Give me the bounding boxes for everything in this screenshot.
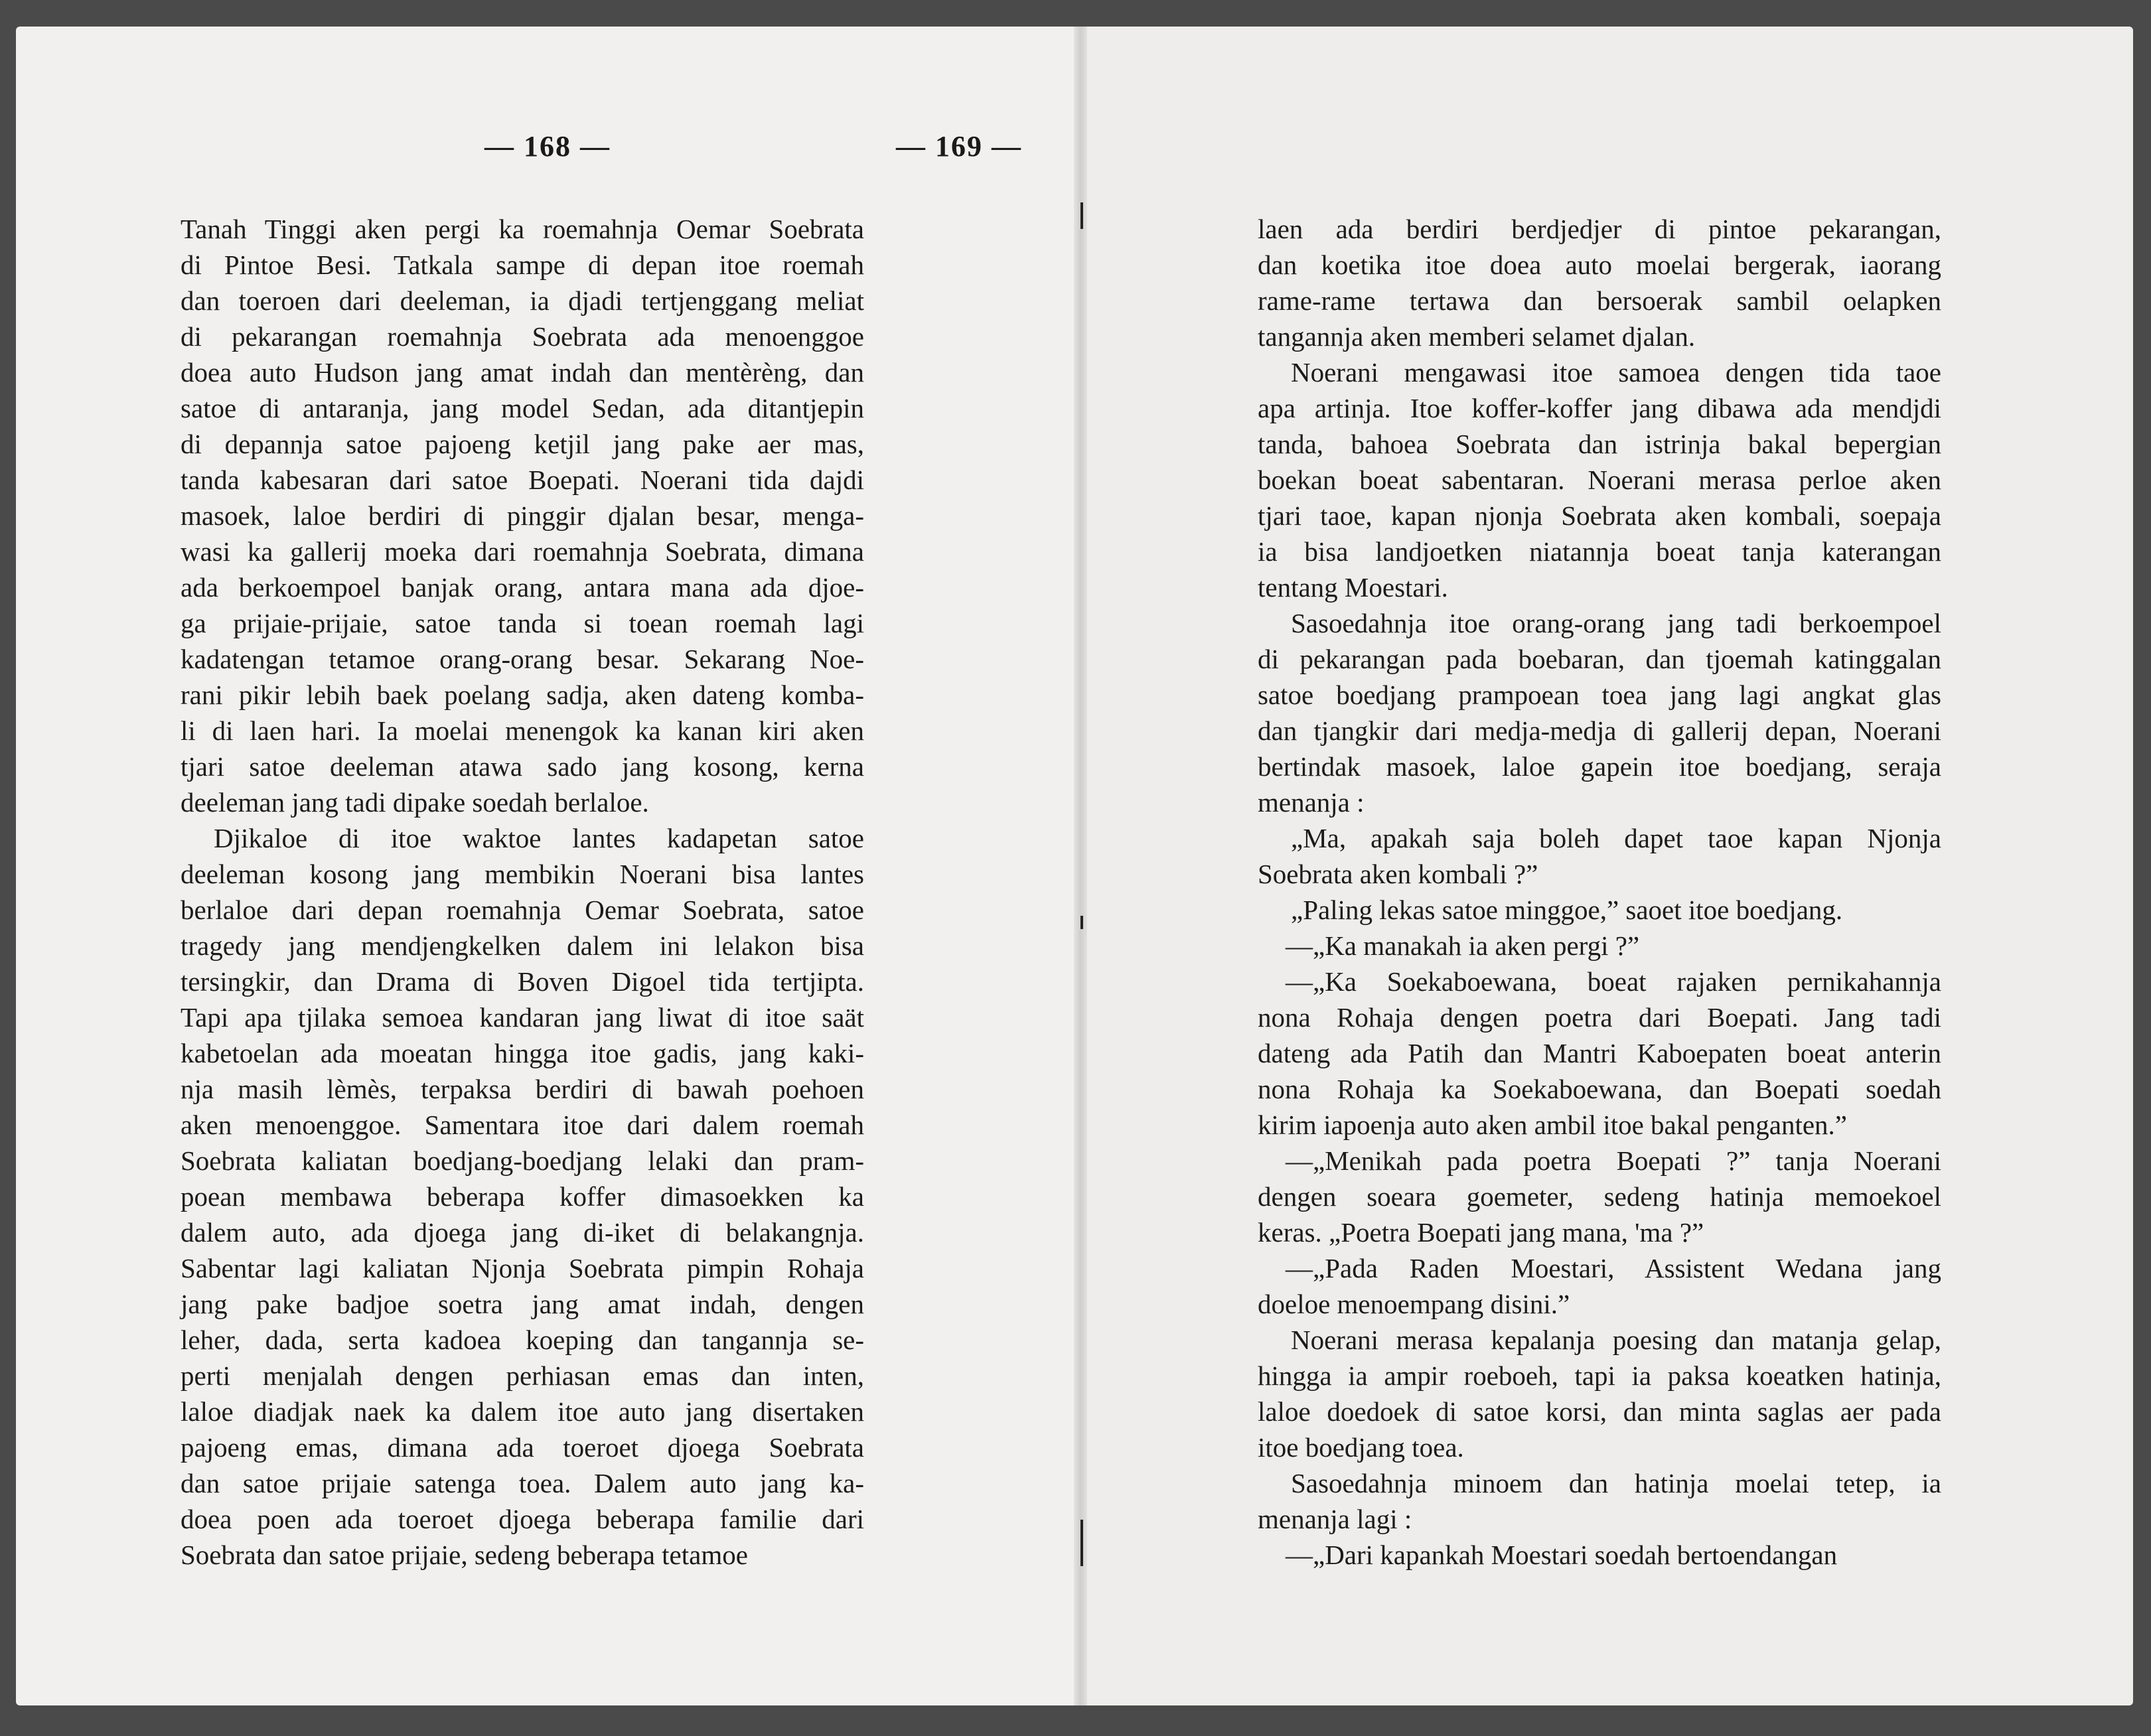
text-line: aken menoenggoe. Samentara itoe dari dalem roemah (181, 1110, 864, 1140)
text-line: apa artinja. Itoe koffer-koffer jang dibawa ada mendjdi (1258, 393, 1941, 423)
text-line: dan koetika itoe doea auto moelai bergerak, iaorang (1258, 250, 1941, 280)
text-line: poean membawa beberapa koffer dimasoekken ka (181, 1181, 864, 1212)
text-line: perti menjalah dengen perhiasan emas dan inten, (181, 1360, 864, 1391)
text-line: ga prijaie-prijaie, satoe tanda si toean roemah lagi (181, 608, 864, 638)
text-line: laloe diadjak naek ka dalem itoe auto jang disertaken (181, 1396, 864, 1427)
text-line: dan tjangkir dari medja-medja di gallerij depan, Noerani (1258, 715, 1941, 746)
text-line: satoe boedjang prampoean toea jang lagi angkat glas (1258, 680, 1941, 710)
text-line: rame-rame tertawa dan bersoerak sambil oelapken (1258, 285, 1941, 316)
text-line: menanja lagi : (1258, 1504, 1412, 1534)
right-page-text (1258, 211, 1941, 1573)
text-line: dan satoe prijaie satenga toea. Dalem auto jang ka- (181, 1468, 864, 1498)
text-line: ada berkoempoel banjak orang, antara mana ada djoe- (181, 572, 864, 603)
text-line: tjari satoe deeleman atawa sado jang kosong, kerna (181, 751, 864, 782)
text-line: —„Menikah pada poetra Boepati ?” tanja Noerani (1286, 1145, 1941, 1176)
text-line: wasi ka gallerij moeka dari roemahnja Soebrata, dimana (181, 536, 864, 567)
page-number-right: — 169 — (896, 130, 1022, 163)
text-line: satoe di antaranja, jang model Sedan, ada ditantjepin (181, 393, 864, 423)
text-line: dengen soeara goemeter, sedeng hatinja memoekoel (1258, 1181, 1941, 1212)
text-line: tanda kabesaran dari satoe Boepati. Noerani tida dajdi (181, 465, 864, 495)
text-line: Tanah Tinggi aken pergi ka roemahnja Oemar Soebrata (181, 214, 864, 244)
text-line: kabetoelan ada moeatan hingga itoe gadis, jang kaki- (181, 1038, 864, 1068)
gutter-mark (1080, 202, 1083, 229)
text-line: doeloe menoempang disini.” (1258, 1289, 1570, 1319)
book-gutter (1074, 27, 1087, 1705)
text-line: Soebrata dan satoe prijaie, sedeng beberapa tetamoe (181, 1540, 748, 1570)
text-line: Sabentar lagi kaliatan Njonja Soebrata pimpin Rohaja (181, 1253, 864, 1283)
page-number-left: — 168 — (484, 130, 611, 163)
text-line: —„Pada Raden Moestari, Assistent Wedana jang (1286, 1253, 1941, 1283)
text-line: di depannja satoe pajoeng ketjil jang pake aer mas, (181, 429, 864, 459)
text-line: boekan boeat sabentaran. Noerani merasa perloe aken (1258, 465, 1941, 495)
gutter-mark (1080, 1520, 1083, 1566)
text-line: dateng ada Patih dan Mantri Kaboepaten boeat anterin (1258, 1038, 1941, 1068)
text-line: li di laen hari. Ia moelai menengok ka kanan kiri aken (181, 715, 864, 746)
text-line: tanda, bahoea Soebrata dan istrinja bakal bepergian (1258, 429, 1941, 459)
text-line: tangannja aken memberi selamet djalan. (1258, 321, 1696, 352)
text-line: Sasoedahnja minoem dan hatinja moelai tetep, ia (1291, 1468, 1941, 1498)
text-line: hingga ia ampir roeboeh, tapi ia paksa koeatken hatinja, (1258, 1360, 1941, 1391)
text-line: tersingkir, dan Drama di Boven Digoel tida tertjipta. (181, 966, 864, 997)
text-line: „Ma, apakah saja boleh dapet taoe kapan Njonja (1291, 823, 1941, 853)
text-line: kirim iapoenja auto aken ambil itoe bakal penganten.” (1258, 1110, 1848, 1140)
text-line: ia bisa landjoetken niatannja boeat tanja katerangan (1258, 536, 1941, 567)
text-line: berlaloe dari depan roemahnja Oemar Soebrata, satoe (181, 895, 864, 925)
text-line: —„Ka Soekaboewana, boeat rajaken pernikahannja (1286, 966, 1941, 997)
text-line: Noerani mengawasi itoe samoea dengen tida taoe (1291, 357, 1941, 388)
text-line: jang pake badjoe soetra jang amat indah, dengen (181, 1289, 864, 1319)
text-line: leher, dada, serta kadoea koeping dan tangannja se- (181, 1325, 864, 1355)
gutter-mark (1080, 916, 1083, 929)
text-line: „Paling lekas satoe minggoe,” saoet itoe boedjang. (1291, 895, 1843, 925)
text-line: nja masih lèmès, terpaksa berdiri di bawah poehoen (181, 1074, 864, 1104)
text-line: Djikaloe di itoe waktoe lantes kadapetan satoe (214, 823, 864, 853)
text-line: Soebrata aken kombali ?” (1258, 859, 1538, 889)
text-line: di pekarangan pada boebaran, dan tjoemah katinggalan (1258, 644, 1941, 674)
text-line: doea auto Hudson jang amat indah dan mentèrèng, dan (181, 357, 864, 388)
text-line: deeleman kosong jang membikin Noerani bisa lantes (181, 859, 864, 889)
text-line: menanja : (1258, 787, 1365, 818)
text-line: dalem auto, ada djoega jang di-iket di belakangnja. (181, 1217, 864, 1248)
text-line: doea poen ada toeroet djoega beberapa familie dari (181, 1504, 864, 1534)
left-page-text (181, 211, 864, 1573)
text-line: nona Rohaja ka Soekaboewana, dan Boepati soedah (1258, 1074, 1941, 1104)
text-line: rani pikir lebih baek poelang sadja, aken dateng komba- (181, 680, 864, 710)
text-line: pajoeng emas, dimana ada toeroet djoega Soebrata (181, 1432, 864, 1463)
text-line: Soebrata kaliatan boedjang-boedjang lelaki dan pram- (181, 1145, 864, 1176)
text-line: tjari taoe, kapan njonja Soebrata aken kombali, soepaja (1258, 500, 1941, 531)
text-line: Tapi apa tjilaka semoea kandaran jang liwat di itoe saät (181, 1002, 864, 1033)
text-line: itoe boedjang toea. (1258, 1432, 1464, 1463)
text-line: —„Ka manakah ia aken pergi ?” (1286, 930, 1640, 961)
text-line: Noerani merasa kepalanja poesing dan matanja gelap, (1291, 1325, 1941, 1355)
text-line: di Pintoe Besi. Tatkala sampe di depan itoe roemah (181, 250, 864, 280)
text-line: tragedy jang mendjengkelken dalem ini lelakon bisa (181, 930, 864, 961)
text-line: —„Dari kapankah Moestari soedah bertoendangan (1286, 1540, 1838, 1570)
text-line: nona Rohaja dengen poetra dari Boepati. Jang tadi (1258, 1002, 1941, 1033)
text-line: di pekarangan roemahnja Soebrata ada menoenggoe (181, 321, 864, 352)
text-line: kadatengan tetamoe orang-orang besar. Sekarang Noe- (181, 644, 864, 674)
text-line: keras. „Poetra Boepati jang mana, 'ma ?” (1258, 1217, 1704, 1248)
text-line: masoek, laloe berdiri di pinggir djalan besar, menga- (181, 500, 864, 531)
text-line: deeleman jang tadi dipake soedah berlaloe. (181, 787, 649, 818)
text-line: tentang Moestari. (1258, 572, 1448, 603)
text-line: bertindak masoek, laloe gapein itoe boedjang, seraja (1258, 751, 1941, 782)
text-line: laen ada berdiri berdjedjer di pintoe pekarangan, (1258, 214, 1941, 244)
text-line: Sasoedahnja itoe orang-orang jang tadi berkoempoel (1291, 608, 1941, 638)
text-line: laloe doedoek di satoe korsi, dan minta saglas aer pada (1258, 1396, 1941, 1427)
text-line: dan toeroen dari deeleman, ia djadi tertjenggang meliat (181, 285, 864, 316)
